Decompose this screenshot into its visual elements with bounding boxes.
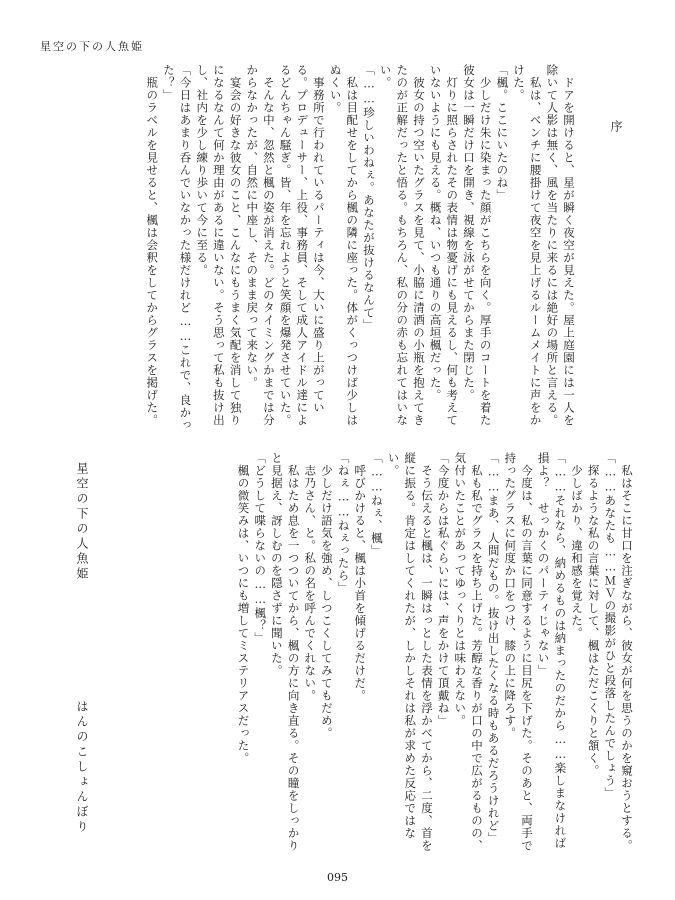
paragraph: 「楓。ここにいたのね」 <box>495 64 510 202</box>
paragraph: 彼女の持つ空いたグラスを見て、小脇に清酒の小瓶を抱えてきたのが正解だったと悟る。もちろん、私の分の赤も忘れてはいない。 <box>378 64 426 427</box>
paragraph: 「……ねぇ、楓」 <box>369 452 384 557</box>
paragraph: 「……あなたも……ＭＶの撮影がひと段落したんでしょう」 <box>603 452 618 800</box>
paragraph: そう伝えると楓は、一瞬はっとした表情を浮かべてから、二度、首を縦に振る。肯定はしてくれたが、しかしそれは私が求めた反応ではない。 <box>386 452 434 852</box>
paragraph: 「今度からは私ぐらいには、声をかけて頂戴ね」 <box>436 452 451 727</box>
paragraph: 私も私でグラスを持ち上げた。芳醇な香りが口の中で広がるものの、気付いたことがあってゆっくりとは味わえない。 <box>453 452 484 852</box>
paragraph: 「……まあ、人間だもの。抜け出したくなる時もあるだろうけれど」 <box>486 452 501 845</box>
paragraph: 私は、ベンチに腰掛けて夜空を見上げるルームメイトに声をかけた。 <box>511 64 543 427</box>
bottom-text-block <box>235 452 635 852</box>
paragraph: 少しだけ朱に染まった顔がこちらを向く。厚手のコートを着た彼女は一瞬だけ口を開き、視線を泳がせてからまた閉じた。 <box>461 64 493 427</box>
author-name: はんのこしょんぼり <box>75 700 89 835</box>
paragraph: 楓の微笑みは、いつにも増してミステリアスだった。 <box>236 452 251 765</box>
paragraph: 探るような私の言葉に対して、楓はただこくりと頷く。 <box>586 452 601 777</box>
paragraph: 事務所で行われているパーティは今、大いに盛り上がっている。プロデューサー、上役、事務員、そして成人アイドル達によるどんちゃん騒ぎ。皆、年を忘れようと笑顔を爆発させていた。 <box>278 64 326 427</box>
paragraph: 私は目配せをしてから楓の隣に座った。体がくっつけば少しはぬくい。 <box>328 64 360 427</box>
top-text-block <box>87 64 577 432</box>
paragraph: 瓶のラベルを見せると、楓は会釈をしてからグラスを掲げた。 <box>145 64 160 427</box>
paragraph: 灯りに照らされたその表情は物憂げにも見えるし、何も考えていないようにも見える。概ね、いつも通りの高垣楓だった。 <box>428 64 460 427</box>
paragraph: 少しだけ語気を強め、しつこくしてみてもだめ。 <box>319 452 334 740</box>
paragraph: 「今日はあまり呑んでいなかった様だけれど……これで、良かった？」 <box>161 64 193 432</box>
paragraph: 「どうして喋らないの……楓？」 <box>253 452 268 645</box>
paragraph: 少しばかり、違和感を覚えた。 <box>569 452 584 640</box>
paragraph: ドアを開けると、星が瞬く夜空が見えた。屋上庭園には一人を除いて人影は無く、風を当たりに来るには絶好の場所と言える。 <box>545 64 576 427</box>
paragraph: 今度は、私の言葉に同意するように目尻を下げた。そのあと、両手で持ったグラスに何度か口をつけ、膝の上に降ろす。 <box>503 452 534 852</box>
running-head: 星空の下の人魚姫 <box>40 40 144 53</box>
page-number: 095 <box>327 871 348 884</box>
story-title: 星空の下の人魚姫 <box>75 462 89 582</box>
paragraph: 「……珍しいわねぇ。あなたが抜けるなんて」 <box>361 64 376 332</box>
paragraph: 宴会の好きな彼女のこと、こんなにもうまく気配を消して独りになるなんて何か理由があるに違いない。そう思って私も抜け出し、社内を少し練り歩いて今に至る。 <box>195 64 243 427</box>
paragraph: 私はため息を一つついてから、楓の方に向き直る。その瞳をしっかりと見据え、訝しむのを隠さずに聞いた。 <box>269 452 301 852</box>
section-title: 序 <box>609 120 623 135</box>
paragraph: そんな中、忽然と楓の姿が消えた。どのタイミングかまでは分からなかったが、自然に中座し、そのまま戻って来ない。 <box>245 64 276 427</box>
paragraph: 志乃さん、と。私の名を呼んでくれない。 <box>303 452 318 702</box>
paragraph: 「……それなら、納めるものは納まったのだから……楽しまなければ損よ？ せっかくのパーティじゃない」 <box>536 452 568 850</box>
paragraph: 「ねぇ……ねぇったら」 <box>336 452 351 595</box>
paragraph: 呼びかけると、楓は小首を傾げるだけだ。 <box>353 452 368 702</box>
paragraph: 私はそこに甘口を注ぎながら、彼女が何を思うのかを窺おうとする。 <box>620 452 634 852</box>
